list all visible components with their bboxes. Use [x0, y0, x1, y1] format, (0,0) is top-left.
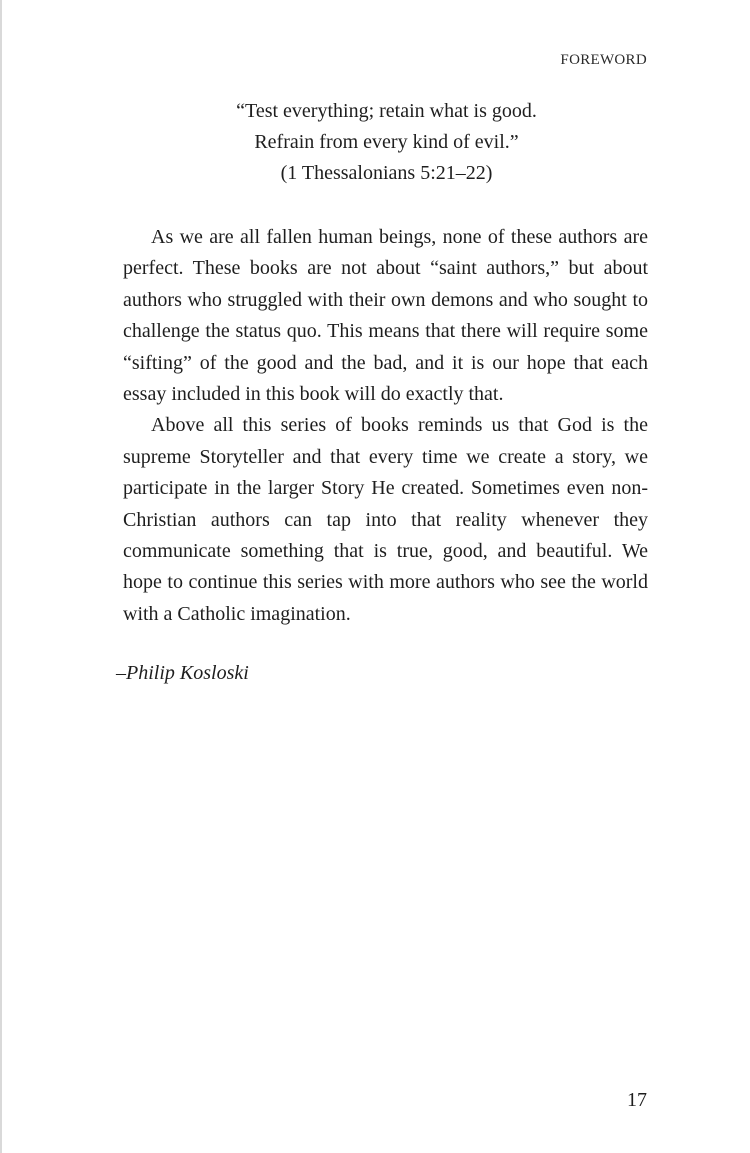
page-number: 17 — [627, 1089, 647, 1111]
body-text — [123, 222, 648, 630]
epigraph-line: “Test everything; retain what is good. — [236, 100, 537, 122]
epigraph-citation: (1 Thessalonians 5:21–22) — [280, 162, 493, 184]
epigraph — [123, 96, 650, 189]
paragraph: As we are all fallen human beings, none of these authors are perfect. These books are not about “saint authors,” but about authors who struggled with their own demons and who sought to challenge the status quo. This means that there will require some “sifting” of the good and the bad, and it is our hope that each essay included in this book will do exactly that. — [123, 226, 648, 406]
author-signature: –Philip Kosloski — [116, 662, 249, 684]
running-head: FOREWORD — [560, 52, 647, 68]
paragraph: Above all this series of books reminds us that God is the supreme Storyteller and that every time we create a story, we participate in the larger Story He created. Sometimes even non-Christian authors can tap into that reality whenever they communicate something that is true, good, and beautiful. We hope to continue this series with more authors who see the world with a Catholic imagination. — [123, 414, 648, 625]
page-edge — [0, 0, 2, 1153]
epigraph-line: Refrain from every kind of evil.” — [254, 131, 519, 153]
